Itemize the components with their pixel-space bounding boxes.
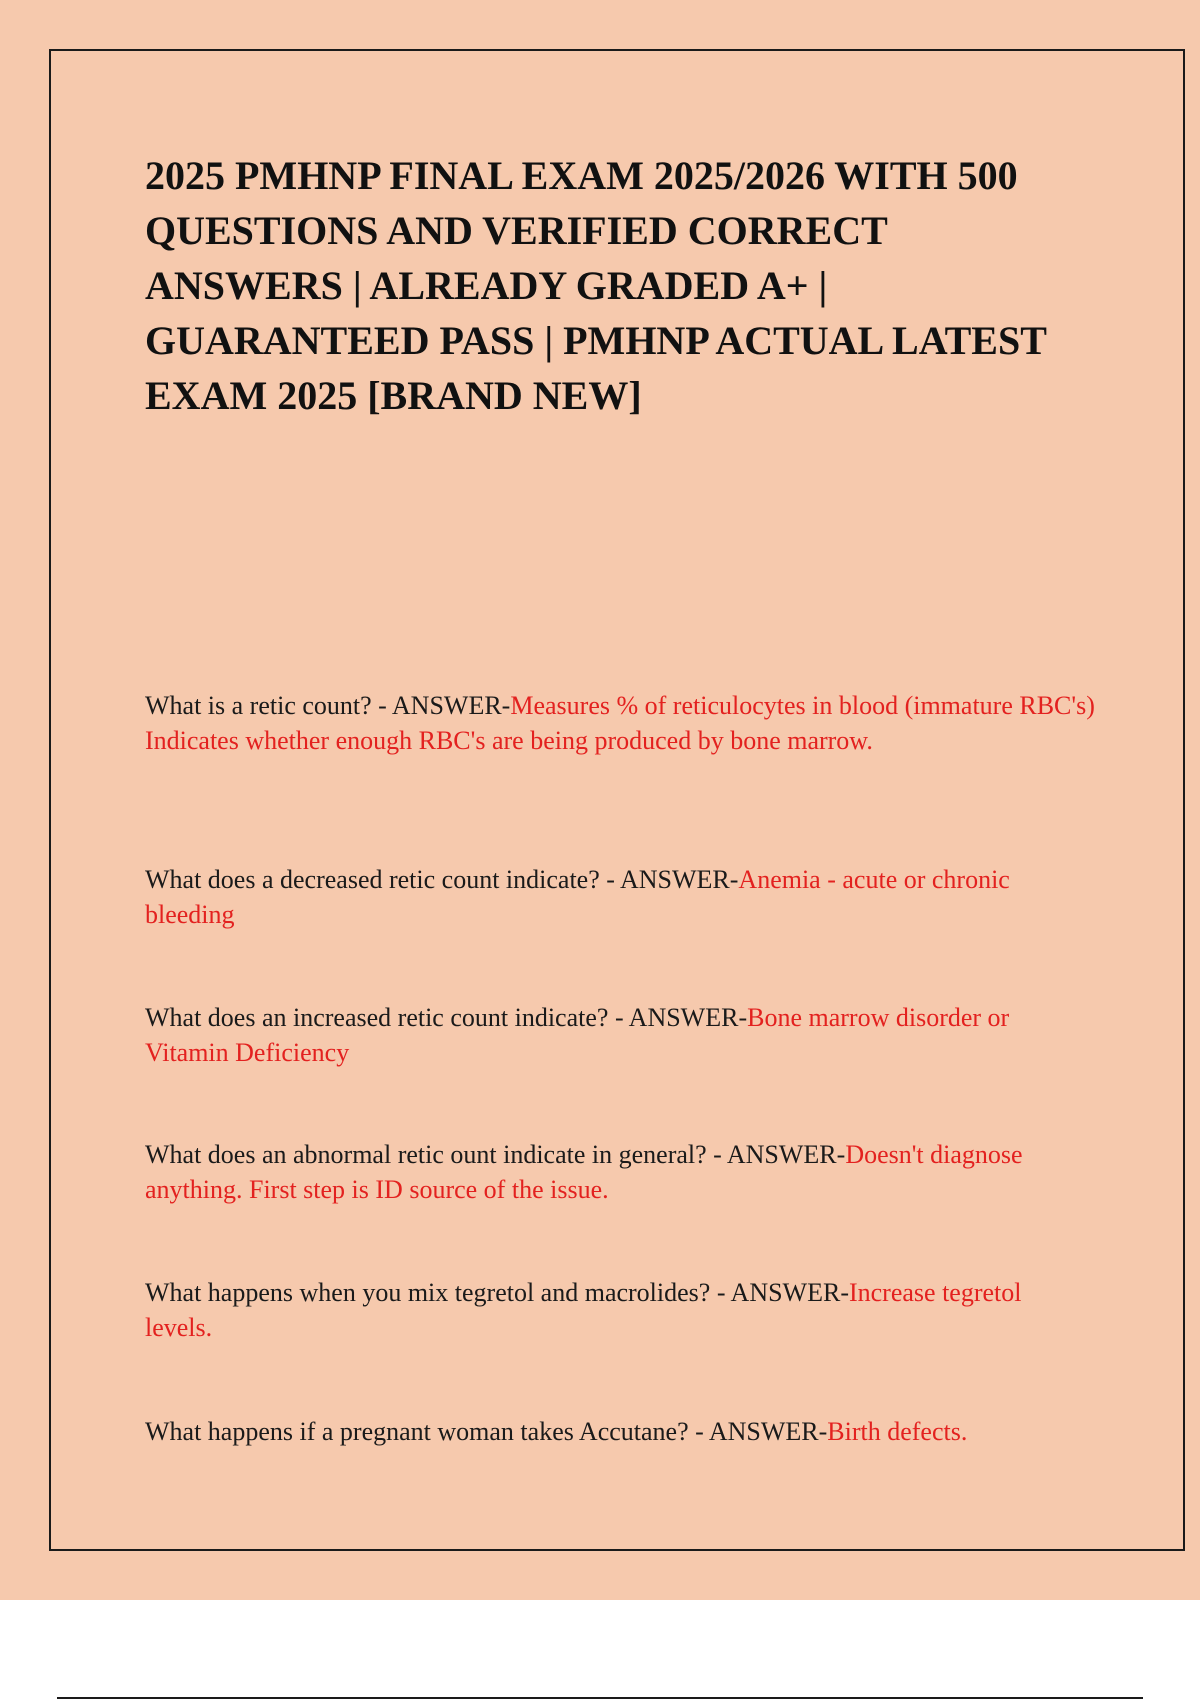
answer-text: Birth defects. [827, 1417, 968, 1446]
document-title: 2025 PMHNP FINAL EXAM 2025/2026 WITH 500 QUESTIONS AND VERIFIED CORRECT ANSWERS | ALREADY GRADED A+ | GUARANTEED PASS | PMHNP ACTUAL LATEST EXAM 2025 [BRAND NEW] [145, 153, 1047, 418]
qa-item [145, 1000, 1095, 1070]
next-page-top-rule [57, 1697, 1143, 1699]
question-text: What happens when you mix tegretol and macrolides? - ANSWER- [145, 1278, 849, 1307]
answer-text: Doesn't diagnose anything. First step is ID source of the issue. [145, 1140, 1023, 1204]
answer-text: Increase tegretol levels. [145, 1278, 1022, 1342]
question-text: What does an abnormal retic ount indicate in general? - ANSWER- [145, 1140, 846, 1169]
question-text: What is a retic count? - ANSWER- [145, 691, 511, 720]
qa-item [145, 688, 1095, 758]
qa-item [145, 862, 1095, 932]
question-text: What does a decreased retic count indicate? - ANSWER- [145, 865, 739, 894]
qa-item [145, 1414, 1095, 1449]
answer-text: Anemia - acute or chronic bleeding [145, 865, 1010, 929]
qa-item [145, 1275, 1095, 1345]
question-text: What does an increased retic count indicate? - ANSWER- [145, 1003, 748, 1032]
answer-text: Measures % of reticulocytes in blood (immature RBC's) Indicates whether enough RBC's are being produced by bone marrow. [145, 691, 1095, 755]
qa-item [145, 1137, 1095, 1207]
answer-text: Bone marrow disorder or Vitamin Deficiency [145, 1003, 1010, 1067]
question-text: What happens if a pregnant woman takes Accutane? - ANSWER- [145, 1417, 828, 1446]
